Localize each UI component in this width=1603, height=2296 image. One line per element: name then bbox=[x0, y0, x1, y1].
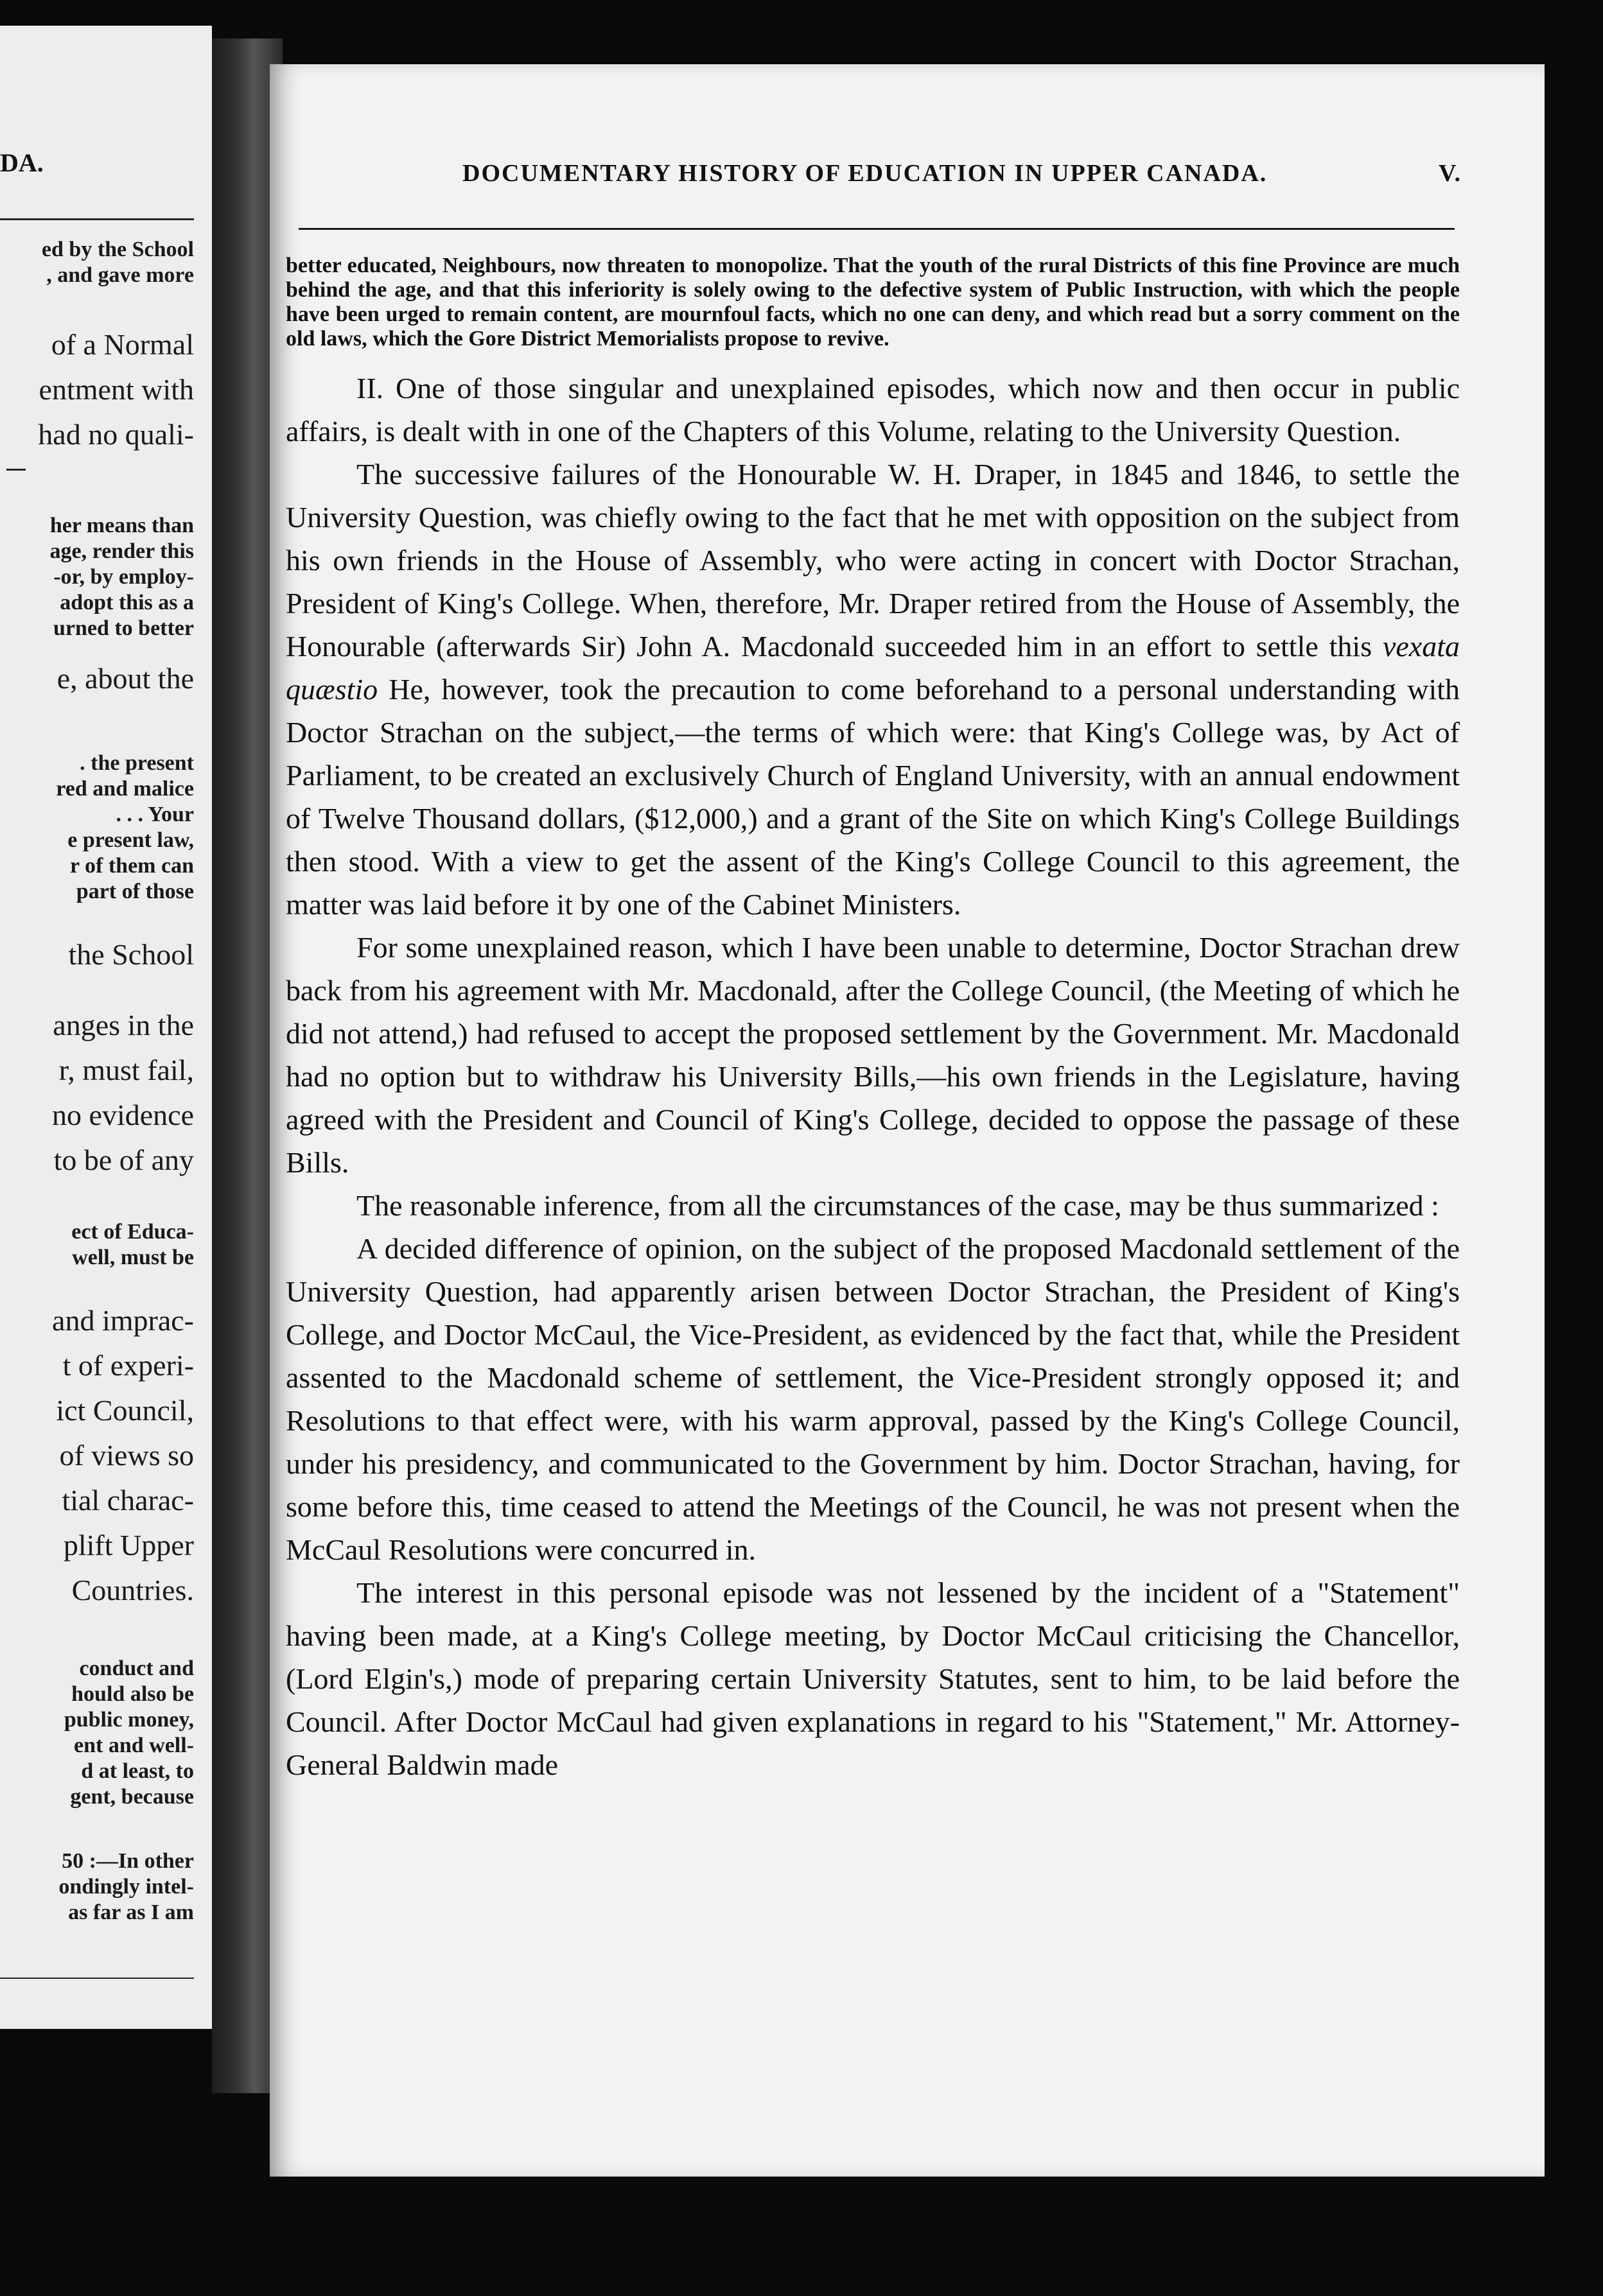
left-page-header: DA. bbox=[0, 148, 44, 177]
paragraph-draper-text-b: He, however, took the precaution to come beforehand to a personal understanding with Doctor Strachan on the subject,—the terms of which were: that King's College was, by Act of Parliament, to be created an exclusively Church of England University, with an annual endowment of Twelve Thousand dollars, ($12,000,) and a grant of the Site on which King's College Buildings then stood. With a view to get the assent of the King's College Council to this agreement, the matter was laid before it by one of the Cabinet Ministers. bbox=[286, 673, 1460, 921]
left-page-line: . the present bbox=[80, 751, 194, 775]
left-page-line: no evidence bbox=[52, 1099, 194, 1131]
paragraph-draper-failures bbox=[286, 453, 1460, 926]
left-page-line: tial charac- bbox=[62, 1484, 194, 1517]
left-page-line: ect of Educa- bbox=[71, 1220, 194, 1244]
left-page-line: of a Normal bbox=[51, 328, 194, 361]
left-page-line: conduct and bbox=[79, 1657, 194, 1680]
paragraph-university-question: II. One of those singular and unexplained episodes, which now and then occur in public affairs, is dealt with in one of the Chapters of this Volume, relating to the University Question. bbox=[286, 372, 1460, 448]
left-page-line: hould also be bbox=[71, 1682, 194, 1706]
left-page-line: e present law, bbox=[67, 828, 194, 852]
paragraph-inference: The reasonable inference, from all the circumstances of the case, may be thus summarized : bbox=[356, 1189, 1439, 1222]
left-page-rule bbox=[0, 218, 194, 220]
left-page-line: well, must be bbox=[72, 1246, 194, 1269]
paragraph-difference-of-opinion: A decided difference of opinion, on the subject of the proposed Macdonald settlement of the University Question, had apparently arisen between Doctor Strachan, the President of King's College, and Doctor McCaul, the Vice-President, as evidenced by the fact that, while the President assented to the Macdonald scheme of settlement, the Vice-President strongly opposed it; and Resolutions to that effect were, with his warm approval, passed by the King's College Council, under his presidency, and communicated to the Government by him. Doctor Strachan, having, for some before this, time ceased to attend the Meetings of the Council, he was not present when the McCaul Resolutions were concurred in. bbox=[286, 1232, 1460, 1566]
left-page-line: ed by the School bbox=[41, 238, 194, 261]
left-page-dash bbox=[6, 469, 26, 471]
left-page-line: anges in the bbox=[53, 1009, 194, 1041]
left-page-line: as far as I am bbox=[68, 1900, 194, 1924]
left-page-line: ent and well- bbox=[74, 1734, 194, 1757]
left-page-line: plift Upper bbox=[63, 1529, 194, 1561]
left-page-line: entment with bbox=[39, 373, 194, 406]
left-page-line: ondingly intel- bbox=[58, 1875, 194, 1899]
left-page-line: had no quali- bbox=[38, 418, 194, 451]
left-page-line: adopt this as a bbox=[60, 591, 194, 614]
latin-phrase: vexata quæstio bbox=[286, 630, 1460, 706]
left-page-line: r, must fail, bbox=[58, 1054, 194, 1086]
left-page-line: age, render this bbox=[49, 539, 194, 563]
left-page-line: the School bbox=[68, 938, 194, 971]
left-page-line: ict Council, bbox=[56, 1394, 194, 1427]
left-page-line: public money, bbox=[64, 1708, 194, 1732]
left-page-line: e, about the bbox=[57, 662, 194, 695]
running-head-title: DOCUMENTARY HISTORY OF EDUCATION IN UPPER CANADA. bbox=[462, 160, 1268, 187]
quoted-memorial-text: better educated, Neighbours, now threaten to monopolize. That the youth of the rural Districts of this fine Province are much behind the age, and that this inferiority is solely owing to the defective system of Public Instruction, with which the people have been urged to remain content, are mournfoul facts, which no one can deny, and which read but a sorry comment on the old laws, which the Gore District Memorialists propose to revive. bbox=[286, 254, 1460, 351]
left-page-line: r of them can bbox=[70, 854, 194, 878]
left-page-line: and imprac- bbox=[52, 1304, 194, 1337]
left-page-line: -or, by employ- bbox=[53, 565, 194, 589]
left-page-line: . . . Your bbox=[116, 803, 194, 826]
left-facing-page bbox=[0, 26, 212, 2029]
paragraph-strachan-withdrawal: For some unexplained reason, which I have been unable to determine, Doctor Strachan drew back from his agreement with Mr. Macdonald, after the College Council, (the Meeting of which he did not attend,) had refused to accept the proposed settlement by the Government. Mr. Macdonald had no option but to withdraw his University Bills,—his own friends in the Legislature, having agreed with the President and Council of King's College, decided to oppose the passage of these Bills. bbox=[286, 931, 1460, 1179]
left-page-line: t of experi- bbox=[62, 1349, 194, 1382]
left-page-line: red and malice bbox=[56, 777, 194, 801]
left-page-line: gent, because bbox=[70, 1785, 194, 1809]
left-page-line: , and gave more bbox=[46, 263, 194, 287]
left-page-line: to be of any bbox=[53, 1144, 194, 1176]
left-page-line: part of those bbox=[76, 880, 194, 903]
paragraph-draper-text-a: The successive failures of the Honourable W. H. Draper, in 1845 and 1846, to settle the University Question, was chiefly owing to the fact that he met with opposition on the subject from his own friends in the House of Assembly, who were acting in concert with Doctor Strachan, President of King's College. When, therefore, Mr. Draper retired from the House of Assembly, the Honourable (afterwards Sir) John A. Macdonald succeeded him in an effort to settle this bbox=[286, 458, 1460, 663]
left-page-line: her means than bbox=[49, 514, 194, 537]
left-page-line: 50 :—In other bbox=[62, 1849, 194, 1873]
header-rule bbox=[299, 228, 1455, 230]
paragraph-statement-episode: The interest in this personal episode was not lessened by the incident of a "Statement" having been made, at a King's College meeting, by Doctor McCaul criticising the Chancellor, (Lord Elgin's,) mode of preparing certain University Statutes, sent to him, to be laid before the Council. After Doctor McCaul had given explanations in regard to his "Statement," Mr. Attorney-General Baldwin made bbox=[286, 1576, 1460, 1781]
left-page-footnote-rule bbox=[0, 1978, 194, 1979]
left-page-line: d at least, to bbox=[81, 1759, 194, 1783]
page-number: V. bbox=[1439, 160, 1462, 187]
left-page-line: Countries. bbox=[71, 1574, 194, 1606]
left-page-line: of views so bbox=[59, 1439, 194, 1472]
body-text bbox=[286, 254, 1460, 1786]
main-page bbox=[270, 64, 1545, 2177]
left-page-line: urned to better bbox=[53, 616, 194, 640]
